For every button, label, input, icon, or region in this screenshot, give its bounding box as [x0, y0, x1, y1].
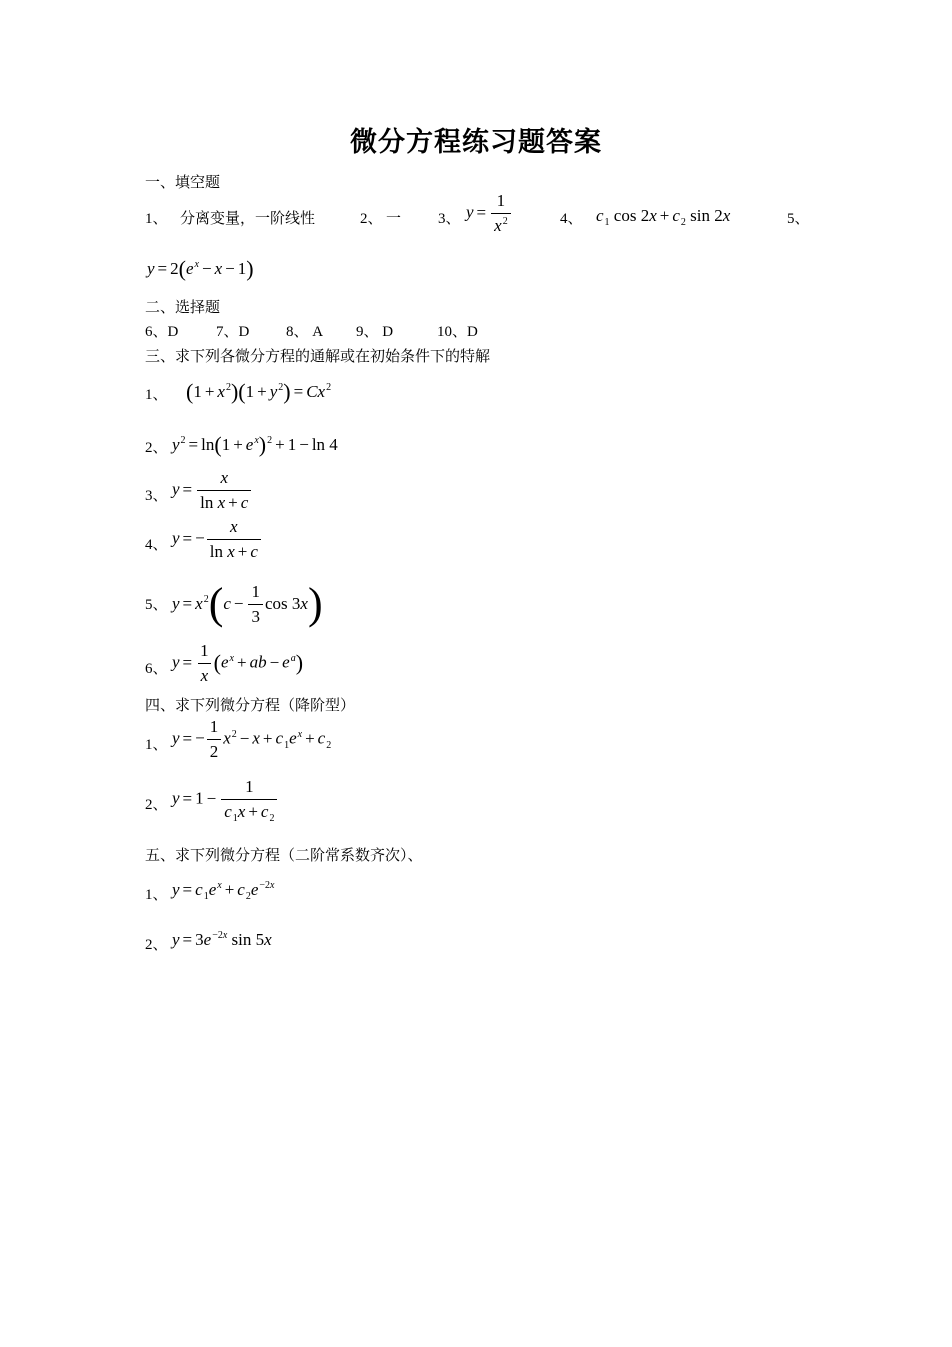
s1-item-5-number: 5、 [787, 211, 810, 227]
s3-item-4-formula: y = − $\frac{x}{\text{ln x + c}}$ [172, 518, 263, 561]
s2-answer-7: 7、D [216, 324, 250, 340]
s3-item-4-number: 4、 [145, 537, 168, 553]
section-4-heading: 四、求下列微分方程（降阶型） [145, 696, 356, 714]
s1-item-1-number: 1、 [145, 211, 168, 227]
s1-item-5-formula: $y = 2(e^x - x - 1)$ [147, 256, 254, 281]
s1-item-4-number: 4、 [560, 211, 583, 227]
section-3-heading: 三、求下列各微分方程的通解或在初始条件下的特解 [145, 347, 491, 365]
s4-item-1-formula: y = − $\frac{1}{2}$ $x^2 - x + c_1e^x + c_2$ [172, 717, 332, 761]
s4-item-2-number: 2、 [145, 797, 168, 813]
s3-item-6-number: 6、 [145, 661, 168, 677]
section-5-heading: 五、求下列微分方程（二阶常系数齐次）、 [145, 846, 423, 864]
s3-item-1-formula: $(1 + x^2)(1 + y^2) = Cx^2$ [186, 379, 332, 404]
s5-item-1-number: 1、 [145, 887, 168, 903]
s3-item-3-number: 3、 [145, 488, 168, 504]
page-title: 微分方程练习题答案 [350, 127, 602, 158]
s5-item-2-formula: $y = 3e^{-2x}$ sin 5x [172, 930, 272, 949]
s2-answer-10: 10、D [437, 324, 478, 340]
s3-item-3-formula: y = $\frac{x}{\text{ln x + c}}$ [172, 469, 253, 512]
section-1-heading: 一、填空题 [145, 173, 221, 191]
s4-item-2-formula: y = 1 − $\frac{1}{c_1x + c_2}$ [172, 778, 279, 821]
s5-item-2-number: 2、 [145, 937, 168, 953]
s5-item-1-formula: $y = c_1e^x + c_2e^{-2x}$ [172, 880, 275, 902]
s3-item-5-formula: $y = x^2(c$ − $\frac{1}{3}$ cos 3x) [172, 579, 323, 628]
s1-item-3-formula: y = $\frac{1}{x^2}$ [466, 192, 513, 235]
s1-item-2-answer: 一 [386, 209, 402, 227]
s1-item-3-number: 3、 [438, 211, 461, 227]
s1-item-2-number: 2、 [360, 211, 383, 227]
s3-item-2-formula: $y^2 = \ln(1 + e^x)^2 + 1 - \ln 4$ [172, 432, 338, 457]
s2-answer-6: 6、D [145, 324, 179, 340]
s3-item-2-number: 2、 [145, 440, 168, 456]
s2-answer-8: 8、 A [286, 324, 324, 340]
s4-item-1-number: 1、 [145, 737, 168, 753]
s3-item-5-number: 5、 [145, 597, 168, 613]
section-2-heading: 二、选择题 [145, 298, 221, 316]
s3-item-6-formula: y = $\frac{1}{x}$ ($e^x$ + ab − $e^a$) [172, 641, 304, 685]
s1-item-4-formula: $c_1$ $\cos 2x + c_2$ sin 2x [596, 206, 731, 228]
s3-item-1-number: 1、 [145, 387, 168, 403]
s1-item-1-answer: 分离变量，一阶线性 [180, 209, 316, 227]
s2-answer-9: 9、 D [356, 324, 394, 340]
